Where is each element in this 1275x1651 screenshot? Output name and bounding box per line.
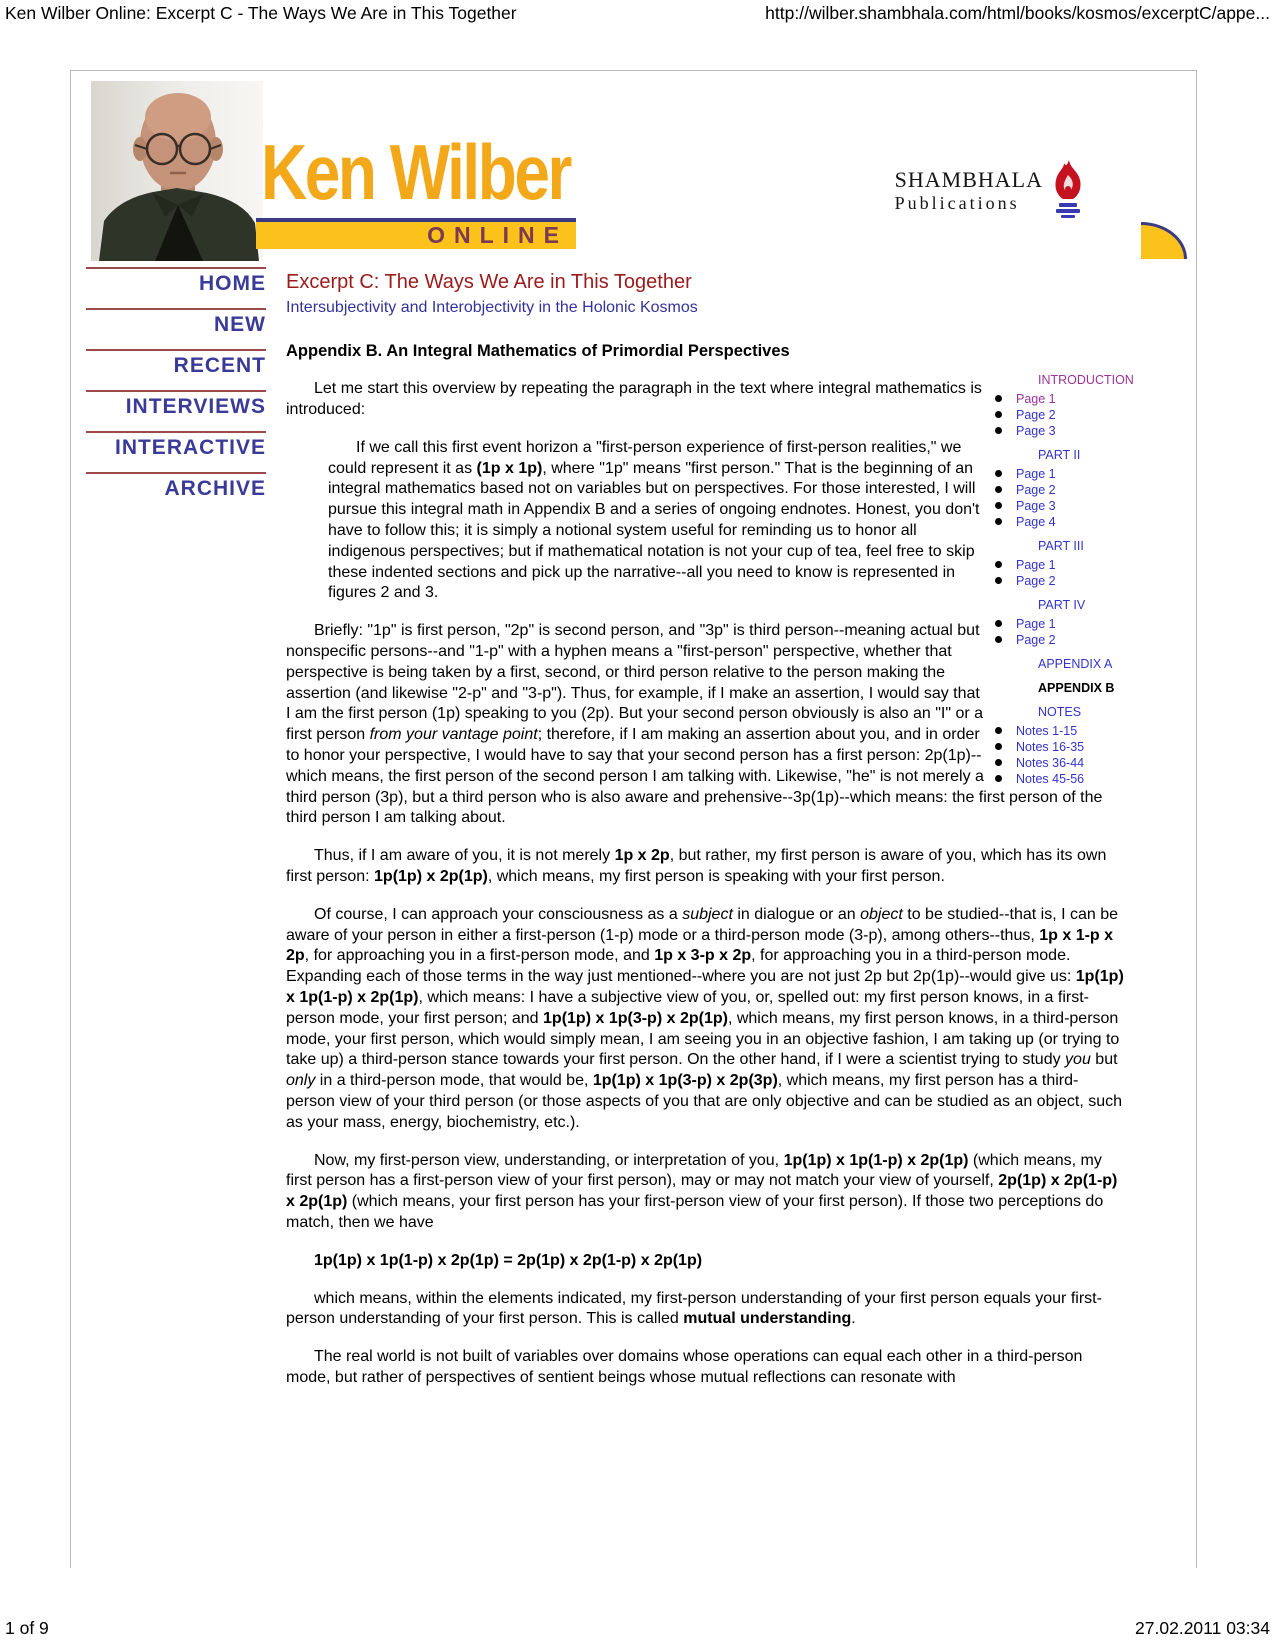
toc-section-part-iii[interactable]: PART III — [1038, 539, 1084, 554]
paragraph-7: The real world is not built of variables over domains whose operations can equal each other in a third-person mode, but rather of perspectives of sentient beings whose mutual reflections can resonate with — [286, 1348, 1083, 1386]
blockquote: If we call this first event horizon a "first-person experience of first-person realities," we could represent it as (1p x 1p), where "1p" means "first person." That is the beginning of an integral mathematics based not on variables but on perspectives. For those interested, I will pursue this integral math in Appendix B and a series of ongoing endnotes. Honest, you don't have to follow this; it is simply a notional system useful for reminding us to honor all indigenous perspectives; but if mathematical notation is not your cup of tea, feel free to skip these indented sections and pick up the narrative--all you need to know is represented in figures 2 and 3. — [328, 438, 980, 602]
paragraph-2: Briefly: "1p" is first person, "2p" is second person, and "3p" is third person--meaning actual but nonspecific persons--and "1-p" with a hyphen means a "first-person" perspective, whether that perspective is being taken by a first, second, or third person relative to the person making the assertion (and likewise "2-p" and "3-p"). Thus, for example, if I make an assertion, I would say that I am the first person (1p) speaking to you (2p). But your second person obviously is also an "I" or a first person from your vantage point; therefore, if I am making an assertion about you, and in order to honor your perspective, I would have to say that your second person has a first person: 2p(1p)--which means, the first person of the second person I am talking with. Likewise, "he" is not merely a third person (3p), but a third person who is also aware and prehensive--3p(1p)--which means: the first person of the third person I am talking about. — [286, 622, 1103, 827]
print-footer — [5, 1618, 1270, 1639]
toc-link[interactable]: Notes 36-44 — [986, 755, 1126, 771]
bullet-icon — [995, 470, 1002, 477]
nav-divider-line — [86, 349, 266, 351]
toc-link[interactable]: Notes 1-15 — [986, 723, 1126, 739]
print-header — [5, 3, 1270, 24]
equation: 1p(1p) x 1p(1-p) x 2p(1p) = 2p(1p) x 2p(1-p) x 2p(1p) — [314, 1251, 703, 1269]
bullet-icon — [995, 577, 1002, 584]
bullet-icon — [995, 743, 1002, 750]
toc-link[interactable]: Page 1 — [986, 466, 1126, 482]
toc-section-appendix-b: APPENDIX B — [1038, 681, 1115, 696]
paragraph-3: Thus, if I am aware of you, it is not merely 1p x 2p, but rather, my first person is aware of you, which has its own first person: 1p(1p) x 2p(1p), which means, my first person is speaking with your first person. — [286, 847, 1107, 885]
toc-link[interactable]: Page 3 — [986, 498, 1126, 514]
corner-graphic — [1141, 222, 1187, 259]
toc-link[interactable]: Page 1 — [986, 616, 1126, 632]
bullet-icon — [995, 502, 1002, 509]
publisher-logo[interactable] — [895, 159, 1086, 221]
site-logo-online-bar: ONLINE — [256, 218, 576, 249]
paragraph-6: which means, within the elements indicated, my first-person understanding of your first person equals your first-person understanding of your first person. This is called mutual understanding. — [286, 1289, 1102, 1328]
sidebar-item-recent[interactable]: RECENT — [86, 349, 266, 378]
site-logo[interactable]: Ken Wilber — [261, 128, 570, 216]
bullet-icon — [995, 759, 1002, 766]
page-content-box — [70, 70, 1197, 1568]
toc-link[interactable]: Page 2 — [986, 632, 1126, 648]
sidebar-item-home[interactable]: HOME — [86, 267, 266, 296]
publisher-subname: Publications — [894, 192, 1020, 213]
toc — [986, 362, 1134, 787]
toc-section-part-iv[interactable]: PART IV — [1038, 598, 1086, 613]
toc-section-part-ii[interactable]: PART II — [1038, 448, 1081, 463]
print-header-url: http://wilber.shambhala.com/html/books/kosmos/excerptC/appe... — [765, 3, 1270, 23]
nav-divider-line — [86, 308, 266, 310]
toc-page-list — [986, 391, 1126, 439]
toc-page-list — [986, 557, 1126, 589]
bullet-icon — [995, 486, 1002, 493]
sidebar-item-interactive[interactable]: INTERACTIVE — [86, 431, 266, 460]
bullet-icon — [995, 561, 1002, 568]
print-footer-datetime: 27.02.2011 03:34 — [1135, 1618, 1270, 1638]
left-nav — [86, 267, 266, 513]
bullet-icon — [995, 620, 1002, 627]
sidebar-item-archive[interactable]: ARCHIVE — [86, 472, 266, 501]
paragraph-5: Now, my first-person view, understanding, or interpretation of you, 1p(1p) x 1p(1-p) x 2p(1p) (which means, my first person has a first-person view of your first person), may or may not match your view of yourself, 2p(1p) x 2p(1-p) x 2p(1p) (which means, your first person has your first-person view of your first person). If those two perceptions do match, then we have — [286, 1151, 1118, 1231]
bullet-icon — [995, 727, 1002, 734]
bullet-icon — [995, 411, 1002, 418]
print-header-title: Ken Wilber Online: Excerpt C - The Ways We Are in This Together — [5, 3, 517, 23]
toc-link[interactable]: Page 2 — [986, 407, 1126, 423]
bullet-icon — [995, 395, 1002, 402]
toc-section-appendix-a[interactable]: APPENDIX A — [1038, 657, 1113, 672]
nav-divider-line — [86, 390, 266, 392]
toc-link[interactable]: Page 2 — [986, 573, 1126, 589]
toc-page-list — [986, 723, 1126, 787]
sidebar-item-interviews[interactable]: INTERVIEWS — [86, 390, 266, 419]
page-title: Excerpt C: The Ways We Are in This Together — [286, 271, 692, 293]
paragraph-4: Of course, I can approach your consciousness as a subject in dialogue or an object to be studied--that is, I can be aware of your person in either a first-person (1-p) mode or a third-person mode (3-p), among others--thus, 1p x 1-p x 2p, for approaching you in a first-person mode, and 1p x 3-p x 2p, for approaching you in a third-person mode. Expanding each of those terms in the way just mentioned--where you are not just 2p but 2p(1p)--would give us: 1p(1p) x 1p(1-p) x 2p(1p), which means: I have a subjective view of you, or, spelled out: my first person knows, in a first-person mode, your first person; and 1p(1p) x 1p(3-p) x 2p(1p), which means, my first person knows, in a third-person mode, your first person, which would simply mean, I am seeing you in an objective fashion, I am taking up (or trying to take up) a third-person stance towards your first person. On the other hand, if I were a scientist trying to study you but only in a third-person mode, that would be, 1p(1p) x 1p(3-p) x 2p(3p), which means, my first person has a third-person view of your third person (or those aspects of you that are only objective and can be studied as an object, such as your mass, energy, biochemistry, etc.). — [286, 905, 1124, 1131]
toc-page-list — [986, 616, 1126, 648]
paragraph-1: Let me start this overview by repeating the paragraph in the text where integral mathematics is introduced: — [286, 380, 982, 419]
toc-link[interactable]: Page 1 — [986, 557, 1126, 573]
toc-link[interactable]: Page 3 — [986, 423, 1126, 439]
bullet-icon — [995, 636, 1002, 643]
print-footer-page: 1 of 9 — [5, 1618, 49, 1638]
shambhala-flame-icon — [1050, 159, 1086, 221]
article — [286, 261, 1134, 1389]
toc-link[interactable]: Notes 45-56 — [986, 771, 1126, 787]
nav-divider-line — [86, 472, 266, 474]
ken-wilber-photo — [91, 81, 263, 261]
sidebar-item-new[interactable]: NEW — [86, 308, 266, 337]
site-banner — [71, 71, 1196, 261]
toc-link[interactable]: Page 2 — [986, 482, 1126, 498]
bullet-icon — [995, 775, 1002, 782]
bullet-icon — [995, 427, 1002, 434]
toc-section-notes[interactable]: NOTES — [1038, 705, 1082, 720]
toc-section-introduction[interactable]: INTRODUCTION — [1038, 373, 1134, 388]
section-heading: Appendix B. An Integral Mathematics of Primordial Perspectives — [286, 341, 790, 360]
toc-link[interactable]: Notes 16-35 — [986, 739, 1126, 755]
publisher-name: SHAMBHALA — [894, 166, 1043, 192]
toc-link[interactable]: Page 4 — [986, 514, 1126, 530]
toc-page-list — [986, 466, 1126, 530]
nav-divider-line — [86, 267, 266, 269]
toc-link[interactable]: Page 1 — [986, 391, 1126, 407]
bullet-icon — [995, 518, 1002, 525]
nav-divider-line — [86, 431, 266, 433]
page-subtitle: Intersubjectivity and Interobjectivity in the Holonic Kosmos — [286, 299, 698, 316]
